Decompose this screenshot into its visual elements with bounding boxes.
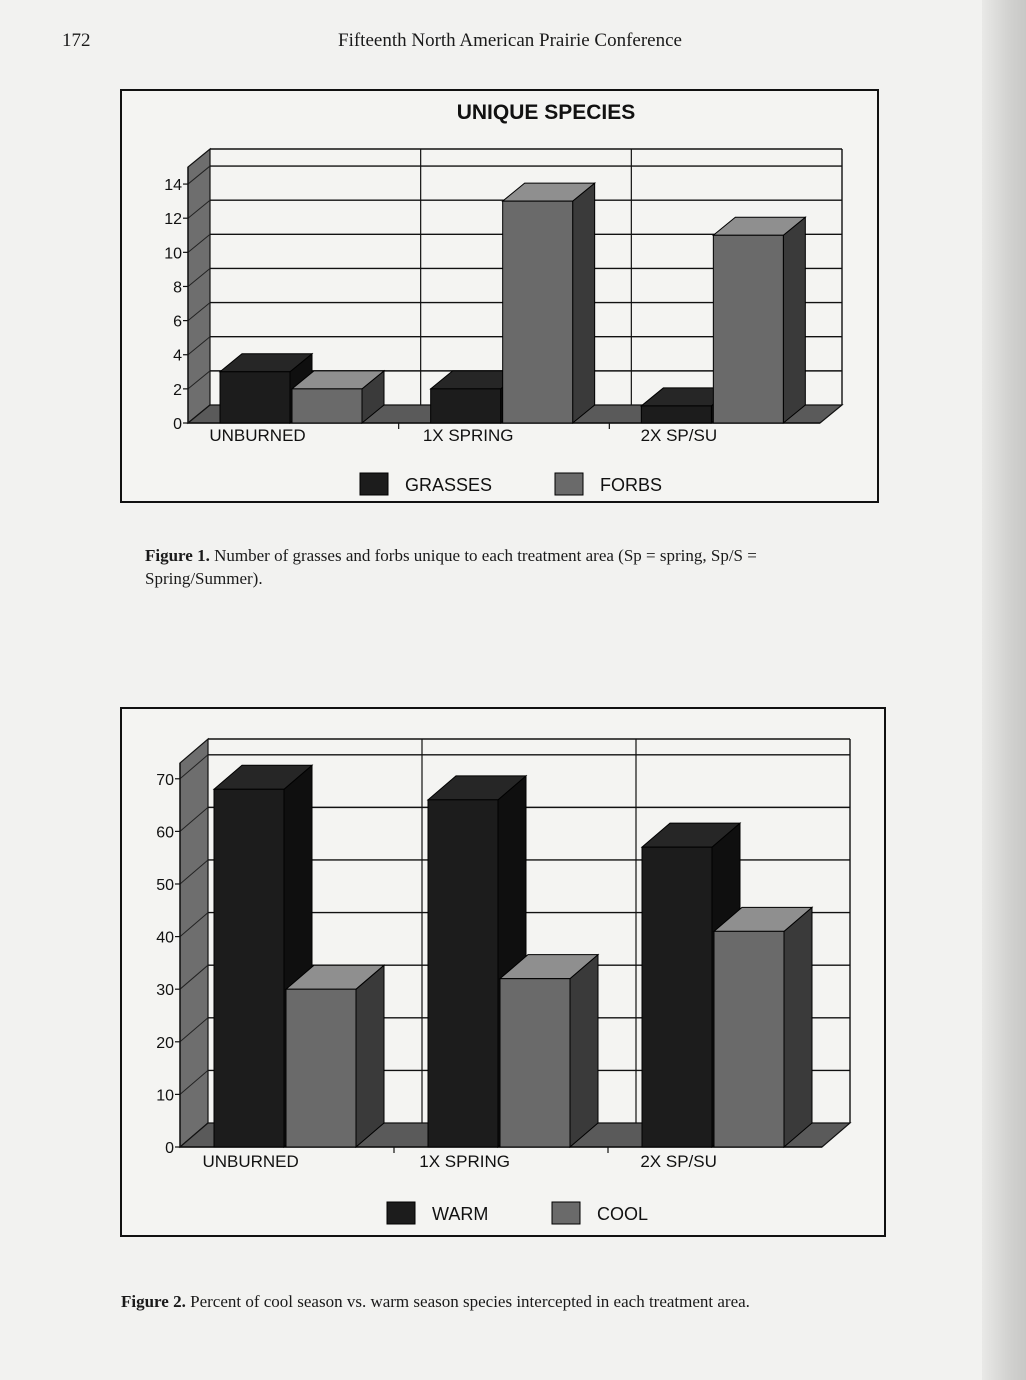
y-tick-label: 14 (164, 177, 182, 195)
x-category-label: 2X SP/SU (640, 426, 718, 445)
bar-side (784, 907, 812, 1147)
y-tick-label: 60 (156, 824, 174, 842)
figure-2-chart (120, 707, 886, 1237)
bar-front (220, 372, 290, 423)
legend-swatch-grasses (360, 473, 388, 495)
y-tick-label: 70 (156, 771, 174, 789)
bar-forbs-1x-spring (503, 183, 595, 423)
bar-front (500, 979, 570, 1147)
bar-front (214, 789, 284, 1147)
bar-cool-1x-spring (500, 955, 598, 1147)
running-title: Fifteenth North American Prairie Conference (338, 30, 682, 51)
y-tick-label: 10 (164, 245, 182, 263)
y-tick-label: 30 (156, 982, 174, 1000)
x-category-label: 1X SPRING (419, 1152, 510, 1171)
y-tick-label: 0 (165, 1140, 174, 1157)
bar-front (292, 389, 362, 423)
legend-swatch-forbs (555, 473, 583, 495)
bar-cool-unburned (286, 965, 384, 1147)
legend-label-grasses: GRASSES (405, 475, 493, 495)
bar-cool-2x-sp-su (714, 907, 812, 1147)
bar-front (286, 989, 356, 1147)
chart-title: UNIQUE SPECIES (456, 101, 636, 124)
legend-label-cool: COOL (597, 1204, 649, 1224)
bar-front (714, 931, 784, 1147)
figure-1-chart (120, 89, 879, 503)
bar-forbs-2x-sp-su (713, 217, 805, 423)
bar-front (642, 847, 712, 1147)
y-tick-label: 10 (156, 1087, 174, 1105)
page-edge-shadow (982, 0, 1026, 1380)
bar-forbs-unburned (292, 371, 384, 423)
y-tick-label: 6 (173, 313, 182, 331)
bar-front (431, 389, 501, 423)
figure-1-caption-text: Number of grasses and forbs unique to each treatment area (Sp = spring, Sp/S = Spring/Summer). (145, 546, 757, 588)
figure-2-caption (121, 1290, 841, 1313)
y-tick-label: 20 (156, 1034, 174, 1052)
bar-side (573, 183, 595, 423)
legend-swatch-cool (552, 1202, 580, 1224)
y-tick-label: 8 (173, 279, 182, 297)
unique-species-chart (122, 91, 877, 501)
figure-2-caption-text: Percent of cool season vs. warm season species intercepted in each treatment area. (185, 1292, 750, 1311)
bar-front (503, 201, 573, 423)
x-category-label: UNBURNED (202, 1152, 299, 1171)
y-tick-label: 2 (173, 381, 182, 399)
page-number: 172 (62, 30, 91, 51)
bar-front (713, 235, 783, 423)
bar-front (641, 406, 711, 423)
bar-side (783, 217, 805, 423)
bar-side (570, 955, 598, 1147)
figure-1-caption-label: Figure 1. (145, 546, 210, 565)
bar-side (356, 965, 384, 1147)
figure-2-caption-label: Figure 2. (121, 1292, 186, 1311)
legend-label-forbs: FORBS (600, 475, 663, 495)
y-tick-label: 40 (156, 929, 174, 947)
page-header (0, 30, 1026, 60)
x-category-label: 1X SPRING (422, 426, 514, 445)
y-tick-label: 50 (156, 876, 174, 894)
y-tick-label: 4 (173, 347, 182, 365)
x-category-label: 2X SP/SU (640, 1152, 717, 1171)
y-tick-label: 0 (173, 416, 182, 433)
x-category-label: UNBURNED (209, 426, 306, 445)
chart-left-wall (188, 149, 210, 423)
legend-swatch-warm (387, 1202, 415, 1224)
figure-1-caption (145, 544, 765, 590)
warm-cool-chart (122, 709, 884, 1235)
chart-left-wall (180, 739, 208, 1147)
y-tick-label: 12 (164, 211, 182, 229)
bar-front (428, 800, 498, 1147)
legend-label-warm: WARM (432, 1204, 489, 1224)
